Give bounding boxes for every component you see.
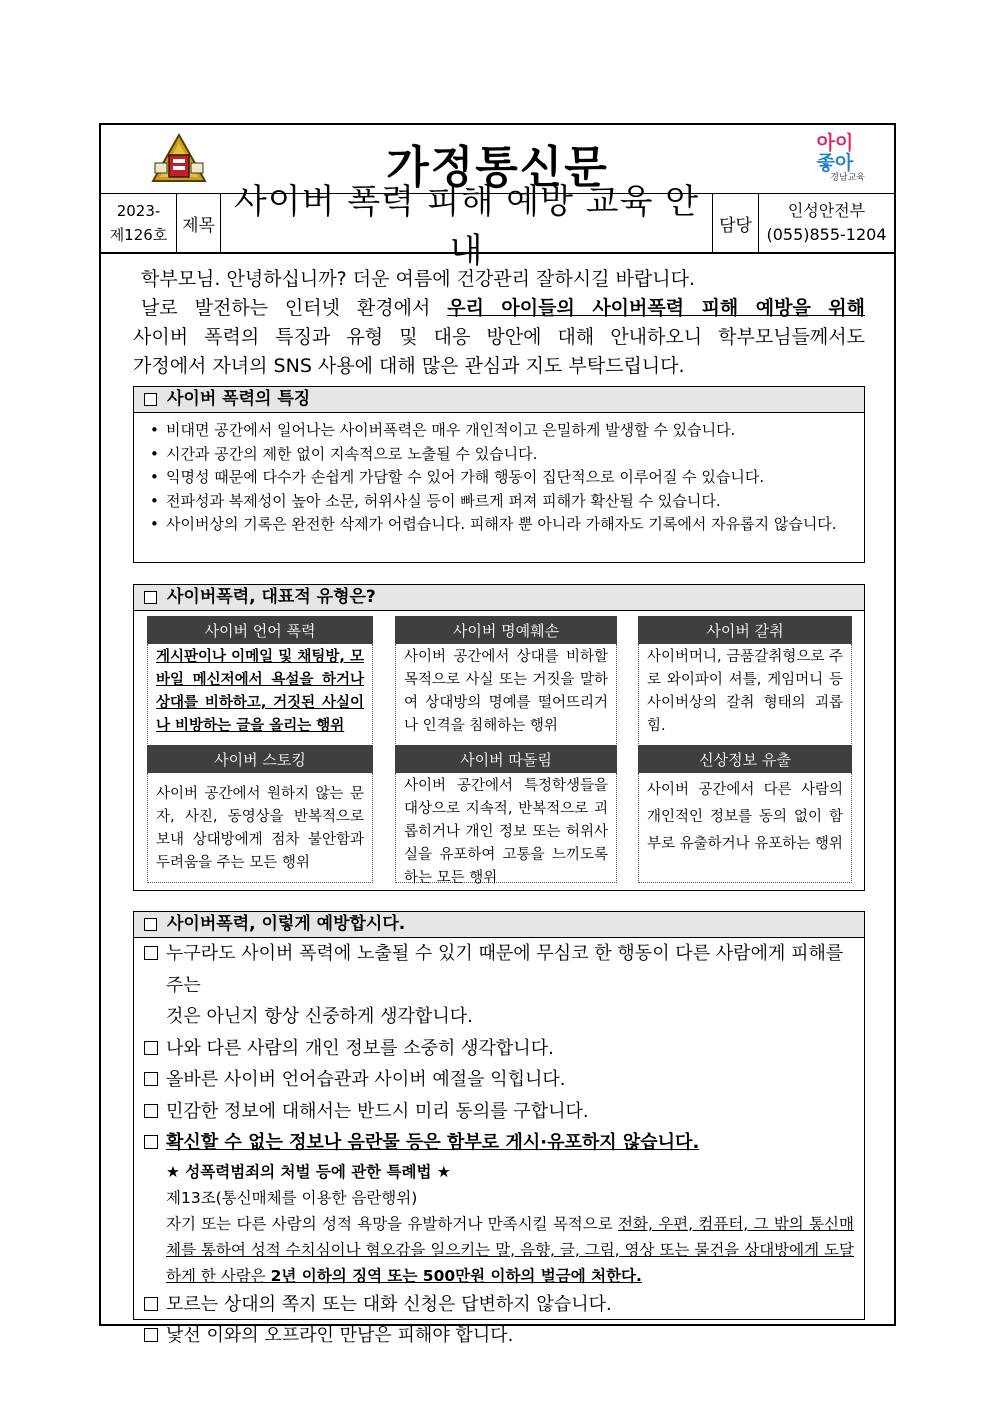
- type-card-language: [147, 616, 373, 760]
- type-card-desc: 사이버 공간에서 다른 사람의 개인적인 정보를 동의 없이 함부로 유출하거나 유포하는 행위: [638, 773, 852, 883]
- department-phone: (055)855-1204: [766, 225, 887, 244]
- education-office-logo: [801, 133, 869, 189]
- features-header: 사이버 폭력의 특징: [134, 387, 864, 413]
- type-card-title: 사이버 갈취: [638, 616, 852, 644]
- department-name: 인성안전부: [787, 201, 866, 220]
- list-item: 모르는 상대의 쪽지 또는 대화 신청은 답변하지 않습니다.: [144, 1289, 854, 1321]
- checkbox-icon: [144, 591, 157, 604]
- type-card-title: 사이버 언어 폭력: [147, 616, 373, 644]
- type-card-personal-info: [638, 745, 852, 883]
- type-card-desc: 사이버머니, 금품갈취형으로 주로 와이파이 셔틀, 게임머니 등 사이버상의 갈취 형태의 괴롭힘.: [638, 644, 852, 760]
- list-item: • 사이버상의 기록은 완전한 삭제가 어렵습니다. 피해자 뿐 아니라 가해자도 기록에서 자유롭지 않습니다.: [148, 513, 864, 537]
- law-article: 제13조(통신매체를 이용한 음란행위): [166, 1188, 418, 1207]
- logo-caption: 경남교육: [830, 173, 865, 183]
- checkbox-icon: [144, 946, 158, 960]
- checkbox-icon: [144, 1072, 158, 1086]
- issue-number: [101, 194, 177, 252]
- subject-label: 제목: [177, 194, 221, 252]
- list-item: 누구라도 사이버 폭력에 노출될 수 있기 때문에 무심코 한 행동이 다른 사람에게 피해를 주는: [144, 938, 854, 1001]
- features-list: [134, 419, 864, 537]
- intro-greeting: 학부모님. 안녕하십니까? 더운 여름에 건강관리 잘하시길 바랍니다.: [141, 268, 695, 290]
- features-section: [133, 386, 865, 563]
- type-card-desc: 사이버 공간에서 특정학생들을 대상으로 지속적, 반복적으로 괴롭히거나 개인 정보 또는 허위사실을 유포하여 고통을 느끼도록 하는 모든 행위: [395, 773, 617, 883]
- checkbox-icon: [144, 1041, 158, 1055]
- logo-text-bottom: 좋아: [816, 152, 854, 174]
- checkbox-icon: [144, 393, 157, 406]
- intro-emphasis: 우리 아이들의 사이버폭력 피해 예방을 위해: [447, 297, 866, 319]
- type-card-title: 사이버 스토킹: [147, 745, 373, 773]
- checkbox-icon: [144, 1104, 158, 1118]
- list-item: • 전파성과 복제성이 높아 소문, 허위사실 등이 빠르게 퍼져 피해가 확산될 수 있습니다.: [148, 490, 864, 514]
- prevention-header: 사이버폭력, 이렇게 예방합시다.: [134, 912, 864, 938]
- checkbox-icon: [144, 1297, 158, 1311]
- list-item: 낯선 이와의 오프라인 만남은 피해야 합니다.: [144, 1320, 854, 1352]
- law-title: ★ 성폭력범죄의 처벌 등에 관한 특례법 ★: [166, 1162, 451, 1181]
- list-item: 올바른 사이버 언어습관과 사이버 예절을 익힙니다.: [144, 1064, 854, 1096]
- law-penalty: 2년 이하의 징역 또는 500만원 이하의 벌금에 처한다.: [270, 1266, 642, 1285]
- law-excerpt: [144, 1159, 854, 1289]
- intro-line-4: 가정에서 자녀의 SNS 사용에 대해 많은 관심과 지도 부탁드립니다.: [133, 355, 685, 377]
- prevention-list: [134, 938, 864, 1352]
- list-item: 확신할 수 없는 정보나 음란물 등은 함부로 게시·유포하지 않습니다.: [144, 1127, 854, 1159]
- checkbox-icon: [144, 1328, 158, 1342]
- type-card-title: 사이버 명예훼손: [395, 616, 617, 644]
- logo-text-top: 아이: [816, 132, 854, 154]
- issue-year: 2023-: [116, 202, 161, 220]
- type-card-desc: 게시판이나 이메일 및 채팅방, 모바일 메신저에서 욕설을 하거나 상대를 비하하고, 거짓된 사실이나 비방하는 글을 올리는 행위: [147, 644, 373, 760]
- type-card-ostracism: [395, 745, 617, 886]
- type-card-title: 신상정보 유출: [638, 745, 852, 773]
- checkbox-icon: [144, 1135, 158, 1149]
- intro-paragraph: [133, 265, 865, 381]
- list-item-continued: 것은 아닌지 항상 신중하게 생각합니다.: [166, 1006, 473, 1027]
- type-card-stalking: [147, 745, 373, 883]
- info-row: [101, 182, 894, 271]
- list-item: 나와 다른 사람의 개인 정보를 소중히 생각합니다.: [144, 1033, 854, 1065]
- page-title: 가정통신문: [386, 142, 609, 193]
- type-card-desc: 사이버 공간에서 원하지 않는 문자, 사진, 동영상을 반복적으로 보내 상대방에게 점차 불안함과 두려움을 주는 모든 행위: [147, 773, 373, 883]
- intro-line-3: 사이버 폭력의 특징과 유형 및 대응 방안에 대해 안내하오니 학부모님들께서도: [133, 326, 865, 348]
- issue-no: 제126호: [109, 226, 168, 244]
- charge-label: 담당: [713, 194, 759, 252]
- list-item: • 시간과 공간의 제한 없이 지속적으로 노출될 수 있습니다.: [148, 443, 864, 467]
- list-item: • 익명성 때문에 다수가 손쉽게 가담할 수 있어 가해 행동이 집단적으로 이루어질 수 있습니다.: [148, 466, 864, 490]
- type-card-desc: 사이버 공간에서 상대를 비하할 목적으로 사실 또는 거짓을 말하여 상대방의 명예를 떨어뜨리거나 인격을 침해하는 행위: [395, 644, 617, 760]
- prevention-section: [133, 911, 865, 1346]
- list-item: 민감한 정보에 대해서는 반드시 미리 동의를 구합니다.: [144, 1096, 854, 1128]
- checkbox-icon: [144, 918, 157, 931]
- types-header: 사이버폭력, 대표적 유형은?: [134, 585, 864, 611]
- type-card-defamation: [395, 616, 617, 760]
- type-card-title: 사이버 따돌림: [395, 745, 617, 773]
- type-card-extortion: [638, 616, 852, 760]
- intro-line-2: 날로 발전하는 인터넷 환경에서 우리 아이들의 사이버폭력 피해 예방을 위해: [141, 297, 866, 319]
- law-text: 자기 또는 다른 사람의 성적 욕망을 유발하거나 만족시킬 목적으로 전화, 우편, 컴퓨터, 그 밖의 통신매체를 통하여 성적 수치심이나 혐오감을 일으키는 말, 음향, 글, 그림, 영상 또는 물건을 상대방에게 도달하게 한 사람은 2년 이하의 징역 또는 500만원 이하의 벌금에 처한다.: [166, 1214, 854, 1285]
- department-contact: [759, 194, 894, 252]
- subject-title: 사이버 폭력 피해 예방 교육 안내: [221, 194, 713, 252]
- list-item: • 비대면 공간에서 일어나는 사이버폭력은 매우 개인적이고 은밀하게 발생할 수 있습니다.: [148, 419, 864, 443]
